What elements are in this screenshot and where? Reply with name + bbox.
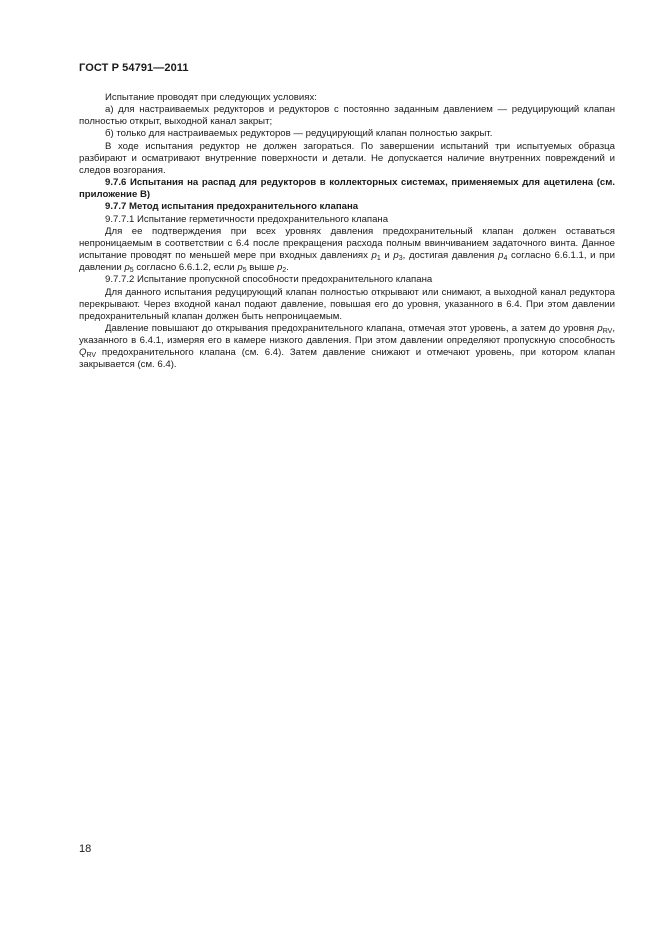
document-header: ГОСТ Р 54791—2011 (79, 62, 189, 74)
document-body (79, 92, 615, 372)
section-heading-9-7-7: 9.7.7 Метод испытания предохранительного клапана (105, 201, 359, 213)
paragraph-pressure-increase: Давление повышают до открывания предохранительного клапана, отмечая этот уровень, а затем до уровня $p_{RV}$, указанного в 6.4.1, измеряя его в камере низкого давления. При этом давлении определяют пропускную способность $Q_{RV}$ предохранительного клапана (см. 6.4). Затем давление снижают и отмечают уровень, при котором клапан закрывается (см. 6.4). (79, 322, 615, 371)
paragraph-condition-b: б) только для настраиваемых редукторов — редуцирующий клапан полностью закрыт. (105, 128, 493, 140)
paragraph-capacity-test: Для данного испытания редуцирующий клапан полностью открывают или снимают, а выходной канал редуктора перекрывают. Через входной канал подают давление, повышая его до уровня, указанного в 6.4. При этом давлении предохранительный клапан должен быть непроницаемым. (79, 286, 615, 322)
subsection-heading-9-7-7-1: 9.7.7.1 Испытание герметичности предохранительного клапана (105, 213, 389, 225)
subsection-heading-9-7-7-2: 9.7.7.2 Испытание пропускной способности предохранительного клапана (105, 274, 433, 286)
page-number: 18 (79, 843, 92, 855)
paragraph-ignition: В ходе испытания редуктор не должен загораться. По завершении испытаний три испытуемых образца разбирают и осматривают внутренние поверхности и детали. Не допускается наличие внутренних повреждений и следов возгорания. (79, 140, 615, 176)
paragraph-tightness: Для ее подтверждения при всех уровнях давления предохранительный клапан должен оставаться непроницаемым в соответствии с 6.4 после прекращения расхода полным ввинчиванием задаточного винта. Данное испытание проводят по меньшей мере при входных давлениях $p_1$ и $p_3$, достигая давления $p_4$ согласно 6.6.1.1, и при давлении $p_5$ согласно 6.6.1.2, если $p_5$ выше $p_2$. (79, 225, 615, 275)
paragraph-conditions-intro: Испытание проводят при следующих условиях: (105, 92, 317, 103)
section-heading-9-7-6: 9.7.6 Испытания на распад для редукторов в коллекторных системах, применяемых для ацетилена (см. приложение В) (79, 177, 615, 201)
paragraph-condition-a: а) для настраиваемых редукторов и редукторов с постоянно заданным давлением — редуцирующий клапан полностью открыт, выходной канал закрыт; (79, 104, 615, 128)
